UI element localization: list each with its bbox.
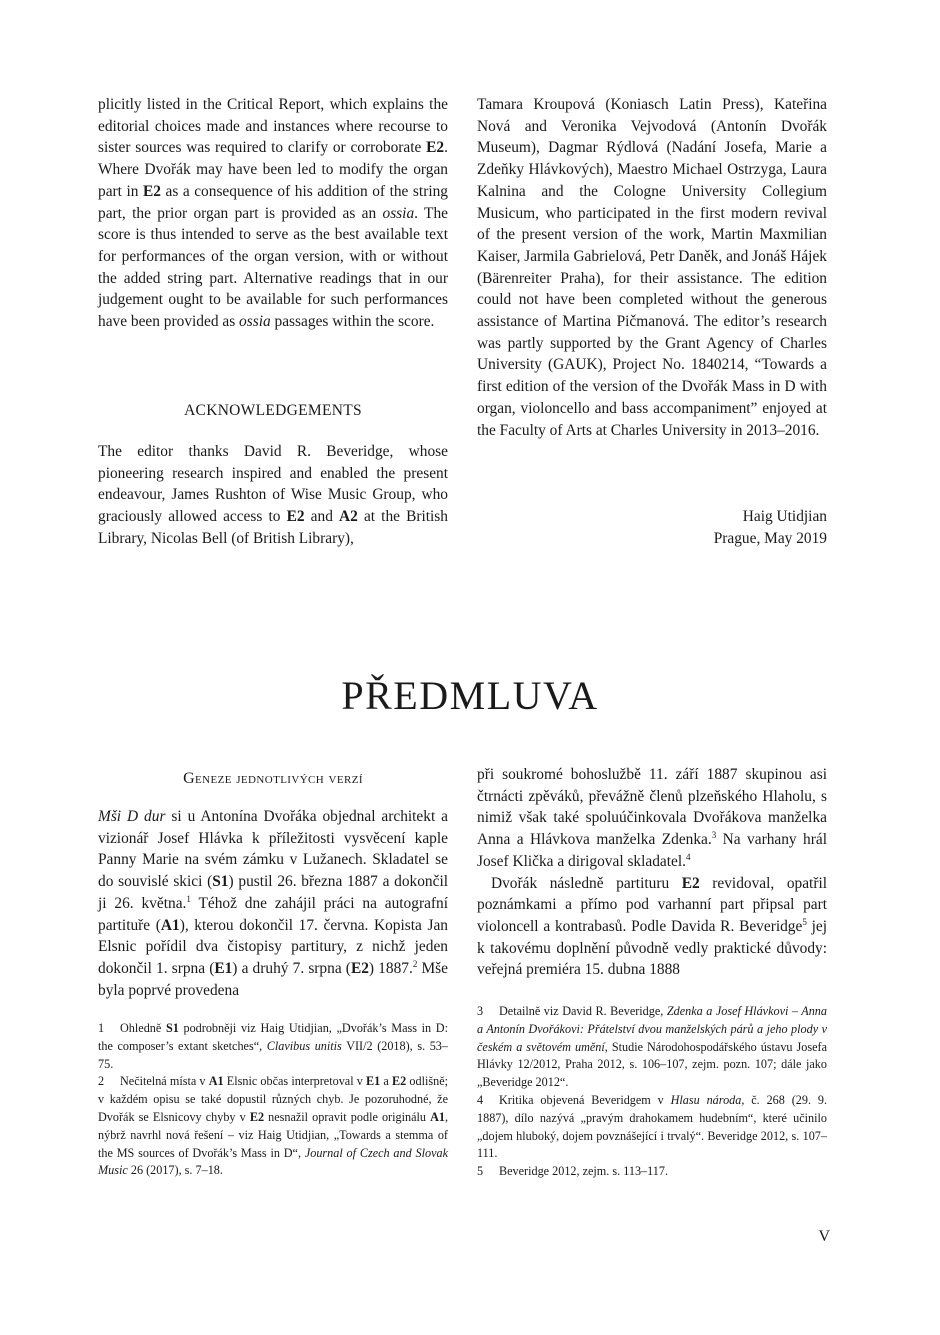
- czech-section-heading: Geneze jednotlivých verzí: [183, 770, 363, 787]
- footnote-3: 3 Detailně viz David R. Beveridge, Zdenka a Josef Hlávkovi – Anna a Antonín Dvořákovi: Přátelství dvou manželských párů a jeho plody v českém a světovém umění, Studie Národohospodářského ústavu Josefa Hlávky 12/2012, Praha 2012, s. 106–107, zejm. pozn. 107; dále jako „Beveridge 2012“.: [477, 1004, 827, 1090]
- footnotes-left: [98, 1020, 448, 1180]
- page-title: PŘEDMLUVA: [341, 673, 599, 718]
- footnote-4: 4 Kritika objevená Beveridgem v Hlasu národa, č. 268 (29. 9. 1887), dílo nazývá „pravým drahokamem hudebním“, které učinilo „dojem hluboký, dojem povznášející i trvalý“. Beveridge 2012, s. 107–111.: [477, 1092, 828, 1161]
- czech-paragraph-continued: při soukromé bohoslužbě 11. září 1887 skupinou asi čtrnácti zpěváků, převážně členů plzeňského Hlaholu, s nimiž však také spoluúčinkovala Dvořákova manželka Anna a Hlávkova manželka Zdenka.$^3$ Na varhany hrál Josef Klička a dirigoval skladatel.$^4$ Dvořák následně partituru E2 revidoval, opatřil poznámkami a přímo pod varhanní part připsal part violoncell a kontrabasů. Podle Davida R. Beveridge$^5$ jej k takovému doplnění původně vedly praktické důvody: veřejná premiéra 15. dubna 1888: [477, 764, 827, 981]
- czech-paragraph-1: Mši D dur si u Antonína Dvořáka objednal architekt a vizionář Josef Hlávka k příležitosti vysvěcení kaple Panny Marie na svém zámku v Lužanech. Skladatel se do souvislé skici (S1) pustil 26. března 1887 a dokončil ji 26. května.$^1$ Téhož dne zahájil práci na autografní partituře (A1), kterou dokončil 17. června. Kopista Jan Elsnic pořídil dva čistopisy partitury, z nichž jeden dokončil 1. srpna (E1) a druhý 7. srpna (E2) 1887.$^2$ Mše byla poprvé provedena: [98, 808, 449, 999]
- acknowledgements-paragraph-start: The editor thanks David R. Beveridge, whose pioneering research inspired and enabled the present endeavour, James Rushton of Wise Music Group, who graciously allowed access to E2 and A2 at the British Library, Nicolas Bell (of British Library),: [98, 443, 448, 547]
- footnotes-right: [477, 1003, 827, 1181]
- acknowledgements-paragraph-continued: Tamara Kroupová (Koniasch Latin Press), Kateřina Nová and Veronika Vejvodová (Antonín Dvořák Museum), Dagmar Rýdlová (Nadání Josefa, Marie a Zdeňky Hlávkových), Maestro Michael Ostrzyga, Laura Kalnina and the Cologne University Collegium Musicum, who participated in the first modern revival of the present version of the work, Martin Maxmilian Kaiser, Jarmila Gabrielová, Petr Daněk, and Jonáš Hájek (Bärenreiter Praha), for their assistance. The edition could not have been completed without the generous assistance of Martina Pičmanová. The editor’s research was partly supported by the Grant Agency of Charles University (GAUK), Project No. 1840214, “Towards a first edition of the version of the Dvořák Mass in D with organ, violoncello and bass accompaniment” enjoyed at the Faculty of Arts at Charles University in 2013–2016.: [477, 96, 827, 439]
- footnote-1: 1 Ohledně S1 podrobněji viz Haig Utidjian, „Dvořák’s Mass in D: the composer’s extant sketches“, Clavibus unitis VII/2 (2018), s. 53–75.: [98, 1021, 448, 1071]
- signature: [477, 506, 827, 549]
- footnote-5: 5 Beveridge 2012, zejm. s. 113–117.: [477, 1164, 669, 1179]
- signature-place: Prague, May 2019: [713, 529, 827, 547]
- page-number: V: [818, 1228, 830, 1245]
- english-intro-paragraph: plicitly listed in the Critical Report, which explains the editorial choices made and instances where recourse to sister sources was required to clarify or corroborate E2. Where Dvořák may have been led to modify the organ part in E2 as a consequence of his addition of the string part, the prior organ part is provided as an ossia. The score is thus intended to serve as the best available text for performances of the organ version, with or without the added string part. Alternative readings that in our judgement ought to be available for such performances have been provided as ossia passages within the score.: [98, 96, 448, 331]
- czech-paragraph-2: Dvořák následně partituru E2 revidoval, opatřil poznámkami a přímo pod varhanní part připsal part violoncell a kontrabasů. Podle Davida R. Beveridge$^5$ jej k takovému doplnění původně vedly praktické důvody: veřejná premiéra 15. dubna 1888: [477, 874, 827, 979]
- footnote-2: 2 Nečitelná místa v A1 Elsnic občas interpretoval v E1 a E2 odlišně; v každém opisu se také dopustil různých chyb. Je pozoruhodné, že Dvořák se Elsnicovy chyby v E2 nesnažil opravit podle originálu A1, nýbrž navrhl nová řešení – viz Haig Utidjian, „Towards a stemma of the MS sources of Dvořák’s Mass in D“, Journal of Czech and Slovak Music 26 (2017), s. 7–18.: [98, 1074, 449, 1178]
- acknowledgements-heading: ACKNOWLEDGEMENTS: [184, 402, 362, 419]
- signature-name: Haig Utidjian: [742, 508, 827, 525]
